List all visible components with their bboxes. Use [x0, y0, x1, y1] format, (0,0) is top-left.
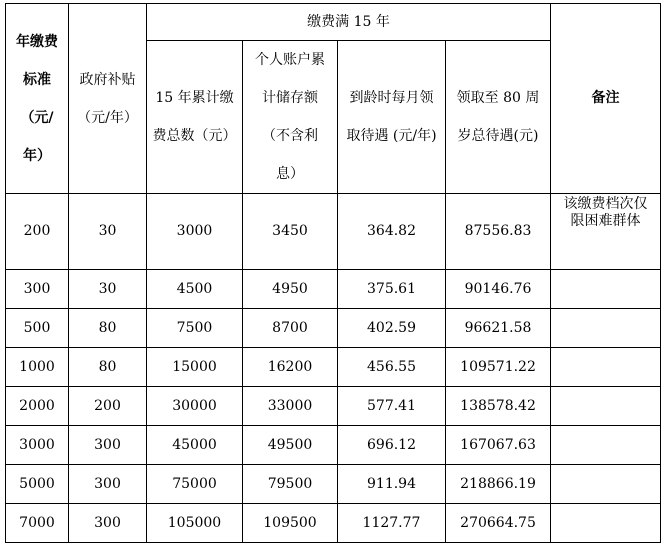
cell-gov-subsidy: 200: [69, 387, 147, 426]
cell-account-accum: 4950: [243, 270, 338, 309]
table-row: [6, 194, 661, 270]
cell-remarks: [551, 194, 661, 270]
cell-remarks: [551, 387, 661, 426]
table-row: [6, 465, 661, 504]
cell-account-accum: 79500: [243, 465, 338, 504]
cell-total-15y: 3000: [147, 194, 243, 270]
cell-monthly-benefit: 1127.77: [338, 504, 446, 543]
header-annual-fee-line: （元/: [20, 109, 54, 126]
cell-total-to-80: 90146.76: [446, 270, 551, 309]
header-annual-fee: [6, 4, 69, 194]
cell-monthly-benefit: 577.41: [338, 387, 446, 426]
table-row: [6, 348, 661, 387]
header-total-15y-line: 费总数（元）: [152, 128, 237, 144]
cell-total-15y: 105000: [147, 504, 243, 543]
cell-total-to-80: 87556.83: [446, 194, 551, 270]
cell-annual-fee: 5000: [6, 465, 69, 504]
cell-total-to-80: 109571.22: [446, 348, 551, 387]
header-account-accum-line: （不含利: [262, 128, 318, 144]
cell-annual-fee: 2000: [6, 387, 69, 426]
header-account-accum: [243, 41, 338, 194]
cell-gov-subsidy: 80: [69, 348, 147, 387]
cell-monthly-benefit: 364.82: [338, 194, 446, 270]
table-row: [6, 309, 661, 348]
cell-remarks: [551, 348, 661, 387]
header-total-to-80: [446, 41, 551, 194]
cell-monthly-benefit: 375.61: [338, 270, 446, 309]
cell-total-to-80: 218866.19: [446, 465, 551, 504]
cell-account-accum: 33000: [243, 387, 338, 426]
header-annual-fee-line: 标准: [23, 71, 51, 88]
cell-account-accum: 109500: [243, 504, 338, 543]
header-total-15y-line: 15 年累计缴: [155, 90, 234, 106]
header-total-15y: [147, 41, 243, 194]
cell-total-15y: 7500: [147, 309, 243, 348]
cell-gov-subsidy: 300: [69, 504, 147, 543]
cell-monthly-benefit: 402.59: [338, 309, 446, 348]
cell-gov-subsidy: 80: [69, 309, 147, 348]
header-account-accum-line: 息）: [276, 166, 304, 182]
table-row: [6, 426, 661, 465]
cell-total-15y: 4500: [147, 270, 243, 309]
cell-total-15y: 75000: [147, 465, 243, 504]
cell-annual-fee: 200: [6, 194, 69, 270]
header-total-to-80-line: 领取至 80 周: [456, 90, 540, 106]
table-row: [6, 387, 661, 426]
header-annual-fee-line: 年）: [23, 147, 51, 164]
table-row: [6, 504, 661, 543]
cell-total-to-80: 138578.42: [446, 387, 551, 426]
cell-annual-fee: 7000: [6, 504, 69, 543]
cell-remarks: [551, 309, 661, 348]
remarks-line: 该缴费档次仅: [563, 196, 648, 212]
header-group-title: 缴费满 15 年: [147, 4, 551, 41]
cell-account-accum: 49500: [243, 426, 338, 465]
header-annual-fee-line: 年缴费: [16, 33, 58, 50]
header-monthly-benefit-line: 取待遇 (元/年): [346, 128, 437, 144]
header-gov-subsidy-line: 政府补贴: [79, 71, 136, 88]
cell-gov-subsidy: 30: [69, 194, 147, 270]
cell-remarks: [551, 465, 661, 504]
cell-total-15y: 30000: [147, 387, 243, 426]
header-monthly-benefit-line: 到龄时每月领: [349, 90, 434, 106]
cell-total-15y: 45000: [147, 426, 243, 465]
header-account-accum-line: 个人账户累: [255, 52, 325, 68]
cell-total-to-80: 96621.58: [446, 309, 551, 348]
cell-monthly-benefit: 911.94: [338, 465, 446, 504]
cell-total-to-80: 167067.63: [446, 426, 551, 465]
header-monthly-benefit: [338, 41, 446, 194]
cell-account-accum: 16200: [243, 348, 338, 387]
cell-annual-fee: 500: [6, 309, 69, 348]
cell-total-15y: 15000: [147, 348, 243, 387]
pension-table: [5, 3, 661, 543]
cell-remarks: [551, 504, 661, 543]
header-account-accum-line: 计储存额: [262, 90, 318, 106]
cell-account-accum: 8700: [243, 309, 338, 348]
header-remarks: 备注: [551, 4, 661, 194]
remarks-line: 限困难群体: [570, 212, 641, 229]
cell-remarks: [551, 426, 661, 465]
cell-gov-subsidy: 300: [69, 465, 147, 504]
header-total-to-80-line: 岁总待遇(元): [457, 128, 539, 144]
cell-gov-subsidy: 300: [69, 426, 147, 465]
cell-monthly-benefit: 696.12: [338, 426, 446, 465]
cell-annual-fee: 300: [6, 270, 69, 309]
table-row: [6, 270, 661, 309]
cell-annual-fee: 1000: [6, 348, 69, 387]
cell-gov-subsidy: 30: [69, 270, 147, 309]
cell-annual-fee: 3000: [6, 426, 69, 465]
header-gov-subsidy-line: （元/年）: [77, 109, 138, 126]
cell-account-accum: 3450: [243, 194, 338, 270]
cell-monthly-benefit: 456.55: [338, 348, 446, 387]
header-gov-subsidy: [69, 4, 147, 194]
cell-remarks: [551, 270, 661, 309]
cell-total-to-80: 270664.75: [446, 504, 551, 543]
